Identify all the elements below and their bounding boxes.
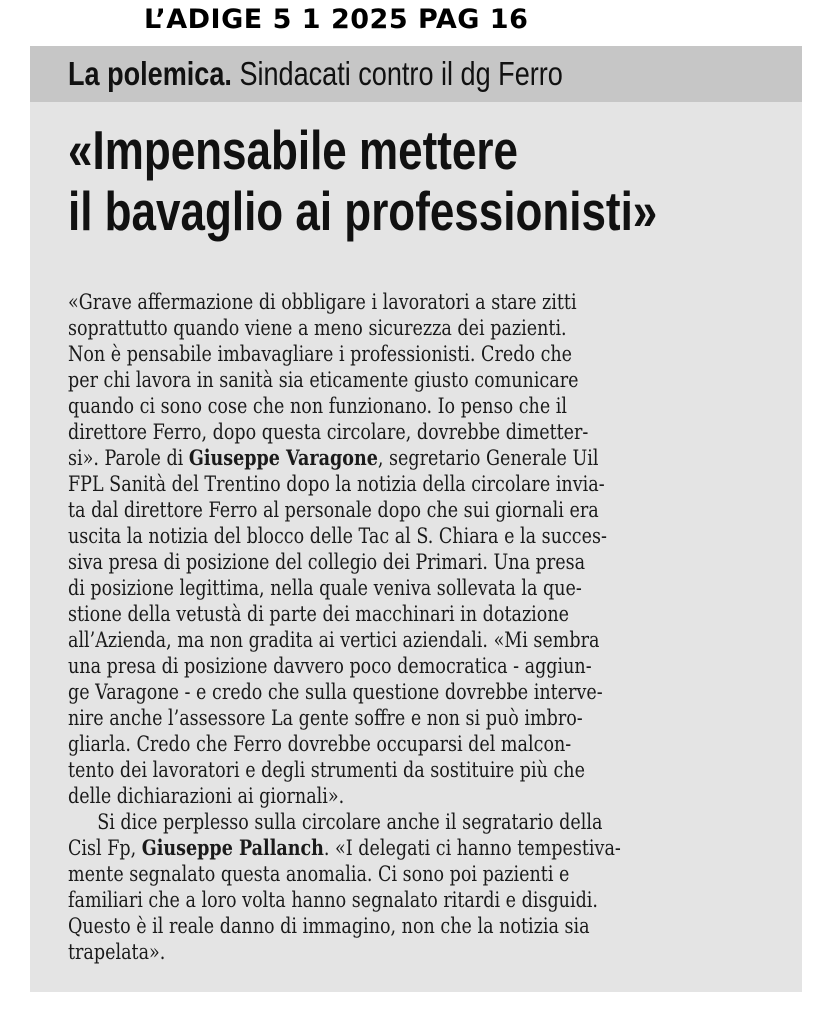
article-line: «Grave affermazione di obbligare i lavoratori a stare zitti [68,290,577,314]
article-line: nire anche l’assessore La gente soffre e non si può imbro- [68,706,583,730]
article-line: una presa di posizione davvero poco democratica - aggiun- [68,654,592,678]
person-name-varagone: Giuseppe Varagone [188,445,378,470]
person-name-pallanch: Giuseppe Pallanch [141,835,324,860]
article-text: . «I delegati ci hanno tempestiva- [323,836,621,860]
article-line: uscita la notizia del blocco delle Tac al S. Chiara e la succes- [68,524,607,548]
article-line: direttore Ferro, dopo questa circolare, dovrebbe dimetter- [68,420,589,444]
newspaper-clipping [30,46,802,992]
article-body [68,289,788,965]
article-line [68,835,788,861]
kicker-text: Sindacati contro il dg Ferro [239,55,563,92]
article-line: di posizione legittima, nella quale veniva sollevata la que- [68,576,582,600]
article-line: gliarla. Credo che Ferro dovrebbe occuparsi del malcon- [68,732,572,756]
article-line: per chi lavora in sanità sia eticamente giusto comunicare [68,368,579,392]
article-text: si». Parole di [68,446,189,470]
article-line: delle dichiarazioni ai giornali». [68,784,345,808]
article-paragraph-1 [68,289,788,809]
article-line: stione della vetustà di parte dei macchinari in dotazione [68,602,570,626]
headline-line-2: il bavaglio ai professionisti» [68,180,658,242]
article-line: Si dice perplesso sulla circolare anche il segratario della [97,810,603,834]
article-text: , segretario Generale Uil [377,446,599,470]
article-line: trapelata». [68,940,166,964]
kicker [68,54,563,94]
article-line: Non è pensabile imbavagliare i professionisti. Credo che [68,342,573,366]
headline [68,120,788,242]
headline-line-1: «Impensabile mettere [68,119,518,181]
article-text: Cisl Fp, [68,836,142,860]
article-line: ge Varagone - e credo che sulla questione dovrebbe interve- [68,680,603,704]
kicker-band [30,46,802,102]
article-paragraph-2 [68,809,788,965]
article-line: familiari che a loro volta hanno segnalato ritardi e disguidi. [68,888,598,912]
article-line: Questo è il reale danno di immagino, non che la notizia sia [68,914,590,938]
article-line: mente segnalato questa anomalia. Ci sono poi pazienti e [68,862,570,886]
article-line: quando ci sono cose che non funzionano. Io penso che il [68,394,568,418]
article-line: FPL Sanità del Trentino dopo la notizia della circolare invia- [68,472,605,496]
source-line: L’ADIGE 5 1 2025 PAG 16 [144,4,529,35]
article-line: siva presa di posizione del collegio dei Primari. Una presa [68,550,586,574]
article-line [68,445,788,471]
article-line: ta dal direttore Ferro al personale dopo che sui giornali era [68,498,599,522]
article-line: all’Azienda, ma non gradita ai vertici aziendali. «Mi sembra [68,628,600,652]
article-line: soprattutto quando viene a meno sicurezza dei pazienti. [68,316,567,340]
kicker-label: La polemica. [68,55,232,92]
article-line: tento dei lavoratori e degli strumenti da sostituire più che [68,758,585,782]
